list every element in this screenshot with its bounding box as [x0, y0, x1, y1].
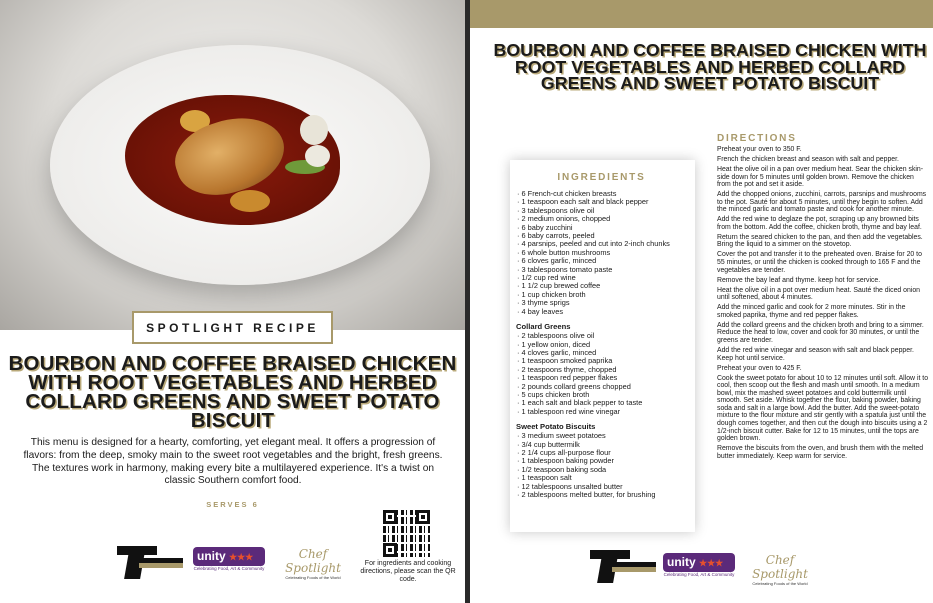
unity-logo: unity ★★★ Celebrating Food, Art & Community — [193, 549, 265, 571]
unity-tagline: Celebrating Food, Art & Community — [663, 572, 735, 577]
chef-text: Chef Spotlight — [285, 547, 341, 575]
unity-tagline: Celebrating Food, Art & Community — [193, 566, 265, 571]
left-page — [0, 0, 465, 603]
ingredients-heading: INGREDIENTS — [557, 172, 646, 183]
chef-spotlight-logo — [278, 547, 348, 580]
biscuit-ingredients — [516, 432, 687, 499]
vegetable — [305, 145, 330, 167]
ingredient-item: · 2 1/4 cups all-purpose flour — [516, 449, 687, 457]
ingredient-item: · 1 teaspoon salt — [516, 474, 687, 482]
chef-tagline: Celebrating Foods of the World — [285, 575, 341, 580]
directions-list — [717, 146, 929, 460]
ingredient-item: · 6 whole button mushrooms — [516, 249, 687, 257]
ingredient-item: · 1 1/2 cup brewed coffee — [516, 282, 687, 290]
direction-step: Add the minced garlic and cook for 2 more minutes. Stir in the smoked paprika, thyme and red pepper flakes. — [717, 304, 906, 319]
ingredient-item: · 2 tablespoons melted butter, for brushing — [516, 491, 687, 499]
ingredient-item: · 1 teaspoon red pepper flakes — [516, 374, 687, 382]
direction-step: Return the seared chicken to the pan, and then add the vegetables. Bring the liquid to a simmer on the stovetop. — [717, 233, 923, 249]
collard-ingredients — [516, 332, 687, 416]
ingredient-item: · 1/2 cup red wine — [516, 274, 687, 282]
ingredients-card — [510, 160, 695, 532]
ingredient-item: · 1 teaspoon smoked paprika — [516, 357, 687, 365]
direction-step: Remove the biscuits from the oven, and brush them with the melted butter immediately. Keep warm for service. — [717, 445, 924, 460]
recipe-description: This menu is designed for a hearty, comforting, yet elegant meal. It offers a progression of flavors: from the deep, smoky main to the sweet root vegetables and the bright, fresh greens. The textures work in harmony, making every bite a multilayered experience. It's a twist on classic Southern comfort food. — [23, 437, 443, 487]
dish-photo — [0, 0, 465, 330]
top-bar — [470, 0, 933, 28]
biscuit-heading: Sweet Potato Biscuits — [516, 422, 596, 432]
right-page — [470, 0, 933, 603]
ingredient-item: · 2 teaspoons thyme, chopped — [516, 366, 687, 374]
qr-caption: For ingredients and cooking directions, please scan the QR code. — [360, 560, 456, 583]
main-ingredients — [516, 190, 687, 316]
collard-heading: Collard Greens — [516, 322, 571, 332]
ingredient-item: · 6 baby carrots, peeled — [516, 232, 687, 240]
ingredient-item: · 12 tablespoons unsalted butter — [516, 483, 687, 491]
ingredient-item: · 2 medium onions, chopped — [516, 215, 687, 223]
thompson-logo — [590, 550, 656, 583]
ingredient-item: · 1 tablespoon baking powder — [516, 457, 687, 465]
chef-tagline: Celebrating Foods of the World — [752, 581, 808, 586]
ingredient-item: · 1 yellow onion, diced — [516, 341, 687, 349]
direction-step: Heat the olive oil in a pot over medium heat. Sauté the diced onion until softened, about 4 minutes. — [717, 286, 921, 302]
recipe-title: BOURBON AND COFFEE BRAISED CHICKEN WITH ROOT VEGETABLES AND HERBED COLLARD GREENS AND SWEET POTATO BISCUIT — [8, 352, 457, 432]
direction-step: Add the red wine to deglaze the pot, scraping up any browned bits from the bottom. Add the coffee, chicken broth, thyme and bay leaf. — [717, 216, 922, 231]
vegetable — [230, 190, 270, 212]
ingredient-item: · 6 French-cut chicken breasts — [516, 190, 687, 198]
ingredient-item: · 3/4 cup buttermilk — [516, 441, 687, 449]
direction-step: French the chicken breast and season with salt and pepper. — [717, 155, 899, 163]
direction-step: Preheat your oven to 350 F. — [717, 146, 802, 153]
ingredient-item: · 3 tablespoons olive oil — [516, 207, 687, 215]
ingredient-item: · 1/2 teaspoon baking soda — [516, 466, 687, 474]
chef-spotlight-logo — [745, 553, 815, 586]
recipe-title: BOURBON AND COFFEE BRAISED CHICKEN WITH ROOT VEGETABLES AND HERBED COLLARD GREENS AND SWEET POTATO BISCUIT — [493, 40, 927, 93]
ingredient-item: · 6 baby zucchini — [516, 224, 687, 232]
ingredient-item: · 3 tablespoons tomato paste — [516, 266, 687, 274]
ingredient-item: · 2 pounds collard greens chopped — [516, 383, 687, 391]
ingredient-item: · 3 medium sweet potatoes — [516, 432, 687, 440]
ingredient-item: · 4 parsnips, peeled and cut into 2-inch chunks — [516, 240, 687, 248]
ingredient-item: · 5 cups chicken broth — [516, 391, 687, 399]
chef-text: Chef Spotlight — [752, 553, 808, 581]
ingredient-item: · 1 tablespoon red wine vinegar — [516, 408, 687, 416]
direction-step: Cover the pot and transfer it to the preheated oven. Braise for 20 to 55 minutes, or until the chicken is cooked through to 165 F and the vegetables are tender. — [717, 251, 922, 274]
spotlight-badge: SPOTLIGHT RECIPE — [132, 311, 333, 344]
direction-step: Add the collard greens and the chicken broth and bring to a simmer. Reduce the heat to low, cover and cook for 30 minutes, or until the greens are tender. — [717, 321, 924, 344]
direction-step: Add the chopped onions, zucchini, carrots, parsnips and mushrooms to the pot. Sauté for about 5 minutes, until they begin to soften. Add the minced garlic and tomato paste and cook for another minute. — [717, 191, 927, 214]
unity-text: unity — [197, 549, 226, 563]
vegetable — [300, 115, 328, 145]
directions-heading: DIRECTIONS — [717, 133, 797, 144]
direction-step: Preheat your oven to 425 F. — [717, 364, 802, 372]
direction-step: Remove the bay leaf and thyme. keep hot for service. — [717, 276, 881, 284]
ingredient-item: · 4 cloves garlic, minced — [516, 349, 687, 357]
unity-logo: unity ★★★ Celebrating Food, Art & Community — [663, 555, 735, 577]
direction-step: Add the red wine vinegar and season with salt and black pepper. Keep hot until service. — [717, 346, 914, 362]
ingredient-item: · 3 thyme sprigs — [516, 299, 687, 307]
ingredient-item: · 1 teaspoon each salt and black pepper — [516, 198, 687, 206]
direction-step: Heat the olive oil in a pan over medium heat. Sear the chicken skin-side down for 5 minutes until golden brown. Remove the chicken from the pot and set it aside. — [717, 165, 924, 189]
direction-step: Cook the sweet potato for about 10 to 12 minutes until soft. Allow it to cool, then scoop out the flesh and mash until smooth. In a medium bowl, mix the mashed sweet potatoes and cold buttermilk until smooth. Set aside. Whisk together the flour, baking powder, baking soda and salt in a large bowl. Add the butter. Add the sweet-potato mixture to the flour mixture and stir gently with a spatula just until the dough comes together, and then cut the dough into biscuits using a 2 1/2-inch biscuit cutter. Bake for 12 to 15 minutes, until the tops are golden brown. — [717, 374, 929, 443]
ingredient-item: · 4 bay leaves — [516, 308, 687, 316]
qr-code[interactable] — [383, 510, 430, 557]
serves: SERVES 6 — [206, 500, 259, 509]
ingredient-item: · 1 each salt and black pepper to taste — [516, 399, 687, 407]
thompson-logo — [117, 546, 183, 579]
ingredient-item: · 2 tablespoons olive oil — [516, 332, 687, 340]
ingredient-item: · 1 cup chicken broth — [516, 291, 687, 299]
unity-text: unity — [667, 555, 696, 569]
ingredient-item: · 6 cloves garlic, minced — [516, 257, 687, 265]
directions — [717, 133, 929, 463]
